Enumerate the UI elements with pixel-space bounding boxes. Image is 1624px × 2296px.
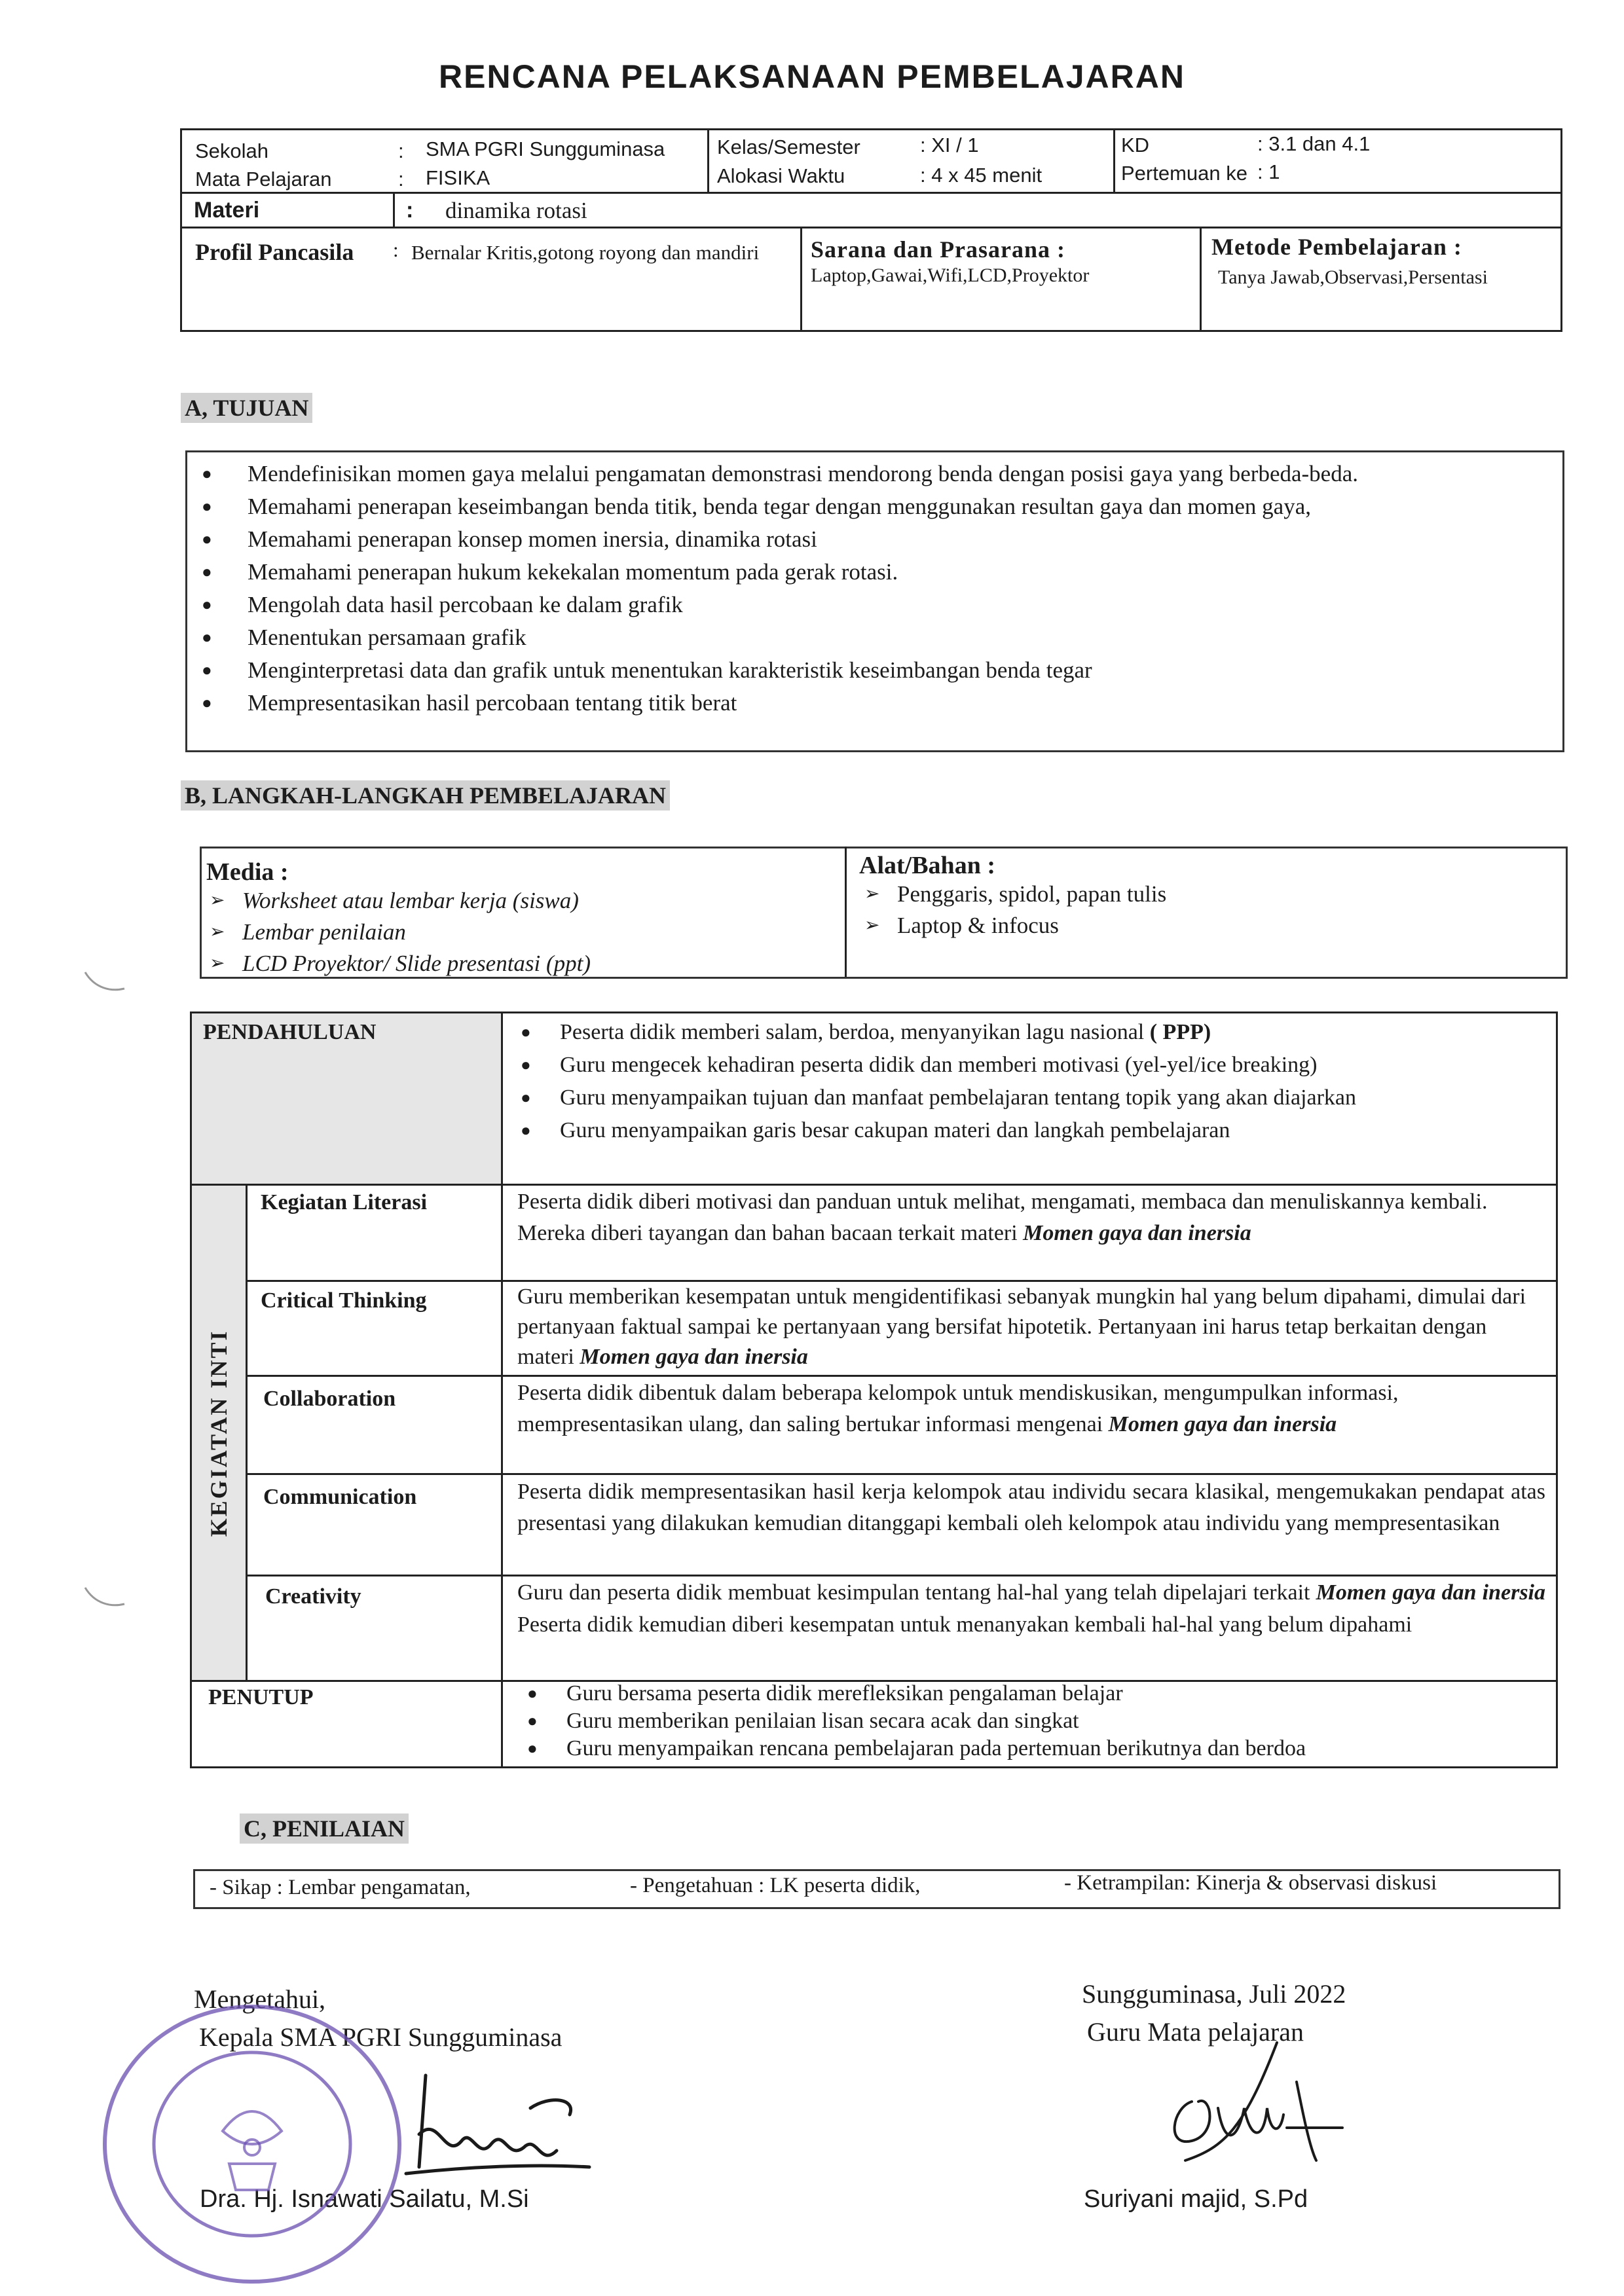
collab-label: Collaboration [263, 1387, 396, 1411]
table-divider [501, 1011, 503, 1766]
metode-value: Tanya Jawab,Observasi,Persentasi [1218, 266, 1488, 288]
list-item: ● Mempresentasikan hasil percobaan tentang titik berat [187, 687, 1549, 720]
tujuan-box [185, 450, 1564, 752]
header-divider [1200, 227, 1202, 330]
alokasi-label: Alokasi Waktu [717, 164, 845, 187]
bullet-icon: ● [202, 628, 212, 647]
comm-label: Communication [263, 1485, 417, 1509]
kepala-title: Kepala SMA PGRI Sungguminasa [199, 2022, 563, 2052]
school-stamp-icon [98, 2000, 406, 2288]
teacher-signature-icon [1146, 2030, 1362, 2180]
header-box [180, 128, 1562, 332]
penilaian-sikap: - Sikap : Lembar pengamatan, [210, 1876, 471, 1899]
penilaian-pengetahuan: - Pengetahuan : LK peserta didik, [630, 1874, 921, 1897]
sarana-label: Sarana dan Prasarana : [811, 236, 1066, 263]
header-divider [180, 192, 1560, 194]
tujuan-heading: A, TUJUAN [181, 393, 312, 423]
list-item: ➢ Lembar penilaian [203, 917, 832, 948]
list-item: ● Memahami penerapan keseimbangan benda titik, benda tegar dengan menggunakan resultan gaya dan momen gaya, [187, 490, 1549, 523]
alat-label: Alat/Bahan : [859, 852, 995, 879]
comm-text: Peserta didik mempresentasikan hasil kerja kelompok atau individu secara klasikal, mengemukakan pendapat atas presentasi yang dilakukan kemudian ditanggapi kembali oleh kelompok atau individu yang mempresentasikan [517, 1480, 1545, 1535]
literasi-text: Peserta didik diberi motivasi dan panduan untuk melihat, mengamati, membaca dan menuliskannya kembali. Mereka diberi tayangan dan bahan bacaan terkait materi Momen gaya dan inersia [517, 1190, 1488, 1245]
header-divider [393, 192, 395, 228]
bullet-icon: ● [521, 1055, 531, 1074]
list-item: ● Menginterpretasi data dan grafik untuk menentukan karakteristik keseimbangan benda tegar [187, 654, 1549, 687]
penilaian-keterampilan: - Ketrampilan: Kinerja & observasi diskusi [1064, 1871, 1437, 1895]
penilaian-heading: C, PENILAIAN [240, 1813, 409, 1844]
pendahuluan-label: PENDAHULUAN [203, 1020, 377, 1044]
list-item: ➢ LCD Proyektor/ Slide presentasi (ppt) [203, 948, 832, 979]
critical-text: Guru memberikan kesempatan untuk mengidentifikasi sebanyak mungkin hal yang belum dipahami, dimulai dari pertanyaan faktual sampai ke pertanyaan yang bersifat hipotetik. Pertanyaan ini harus tetap berkaitan dengan materi Momen gaya dan inersia [517, 1285, 1526, 1369]
list-item: ● Guru menyampaikan rencana pembelajaran pada pertemuan berikutnya dan berdoa [507, 1735, 1549, 1762]
mapel-value: FISIKA [426, 166, 490, 189]
list-item: ● Guru bersama peserta didik merefleksikan pengalaman belajar [507, 1680, 1549, 1707]
creat-label: Creativity [265, 1584, 361, 1609]
pertemuan-value: : 1 [1257, 160, 1280, 183]
collab-text: Peserta didik dibentuk dalam beberapa kelompok untuk mendiskusikan, mengumpulkan informasi, mempresentasikan ulang, dan saling bertukar informasi mengenai Momen gaya dan inersia [517, 1381, 1399, 1436]
penutup-label: PENUTUP [208, 1685, 314, 1709]
header-divider [800, 227, 802, 330]
mapel-label: Mata Pelajaran [195, 168, 332, 191]
arrow-bullet-icon: ➢ [210, 890, 225, 911]
table-divider [246, 1375, 1556, 1377]
pendahuluan-list [507, 1016, 1549, 1147]
creat-text: Guru dan peserta didik membuat kesimpulan tentang hal-hal yang telah dipelajari terkait Momen gaya dan inersia Peserta didik kemudian diberi kesempatan untuk menanyakan kembali hal-hal yang belum dipahami [517, 1580, 1545, 1637]
alat-list [858, 879, 1513, 941]
sekolah-value: SMA PGRI Sungguminasa [426, 137, 665, 160]
bullet-icon: ● [202, 693, 212, 712]
bullet-icon: ● [521, 1023, 531, 1042]
bullet-icon: ● [202, 497, 212, 516]
kepala-name: Dra. Hj. Isnawati Sailatu, M.Si [200, 2185, 529, 2213]
profil-label: Profil Pancasila [195, 239, 354, 265]
bullet-icon: ● [527, 1711, 538, 1730]
colon: : [393, 238, 399, 261]
kelas-value: : XI / 1 [920, 134, 979, 156]
kd-label: KD [1121, 134, 1150, 156]
media-divider [845, 847, 847, 977]
bullet-icon: ● [527, 1739, 538, 1758]
alokasi-value: : 4 x 45 menit [920, 164, 1043, 187]
sarana-value: Laptop,Gawai,Wifi,LCD,Proyektor [811, 264, 1090, 286]
binder-hole-icon [82, 1584, 128, 1611]
bullet-icon: ● [527, 1684, 538, 1703]
arrow-bullet-icon: ➢ [864, 915, 880, 936]
metode-label: Metode Pembelajaran : [1211, 234, 1462, 260]
list-item: ● Mengolah data hasil percobaan ke dalam grafik [187, 589, 1549, 621]
document-title: RENCANA PELAKSANAAN PEMBELAJARAN [439, 58, 1185, 95]
header-divider [180, 227, 1560, 228]
colon: : [398, 139, 404, 162]
list-item: ➢ Worksheet atau lembar kerja (siswa) [203, 885, 832, 917]
header-divider [1113, 128, 1115, 194]
pertemuan-label: Pertemuan ke [1121, 162, 1247, 185]
mengetahui-text: Mengetahui, [194, 1984, 326, 2014]
list-item: ● Guru menyampaikan garis besar cakupan materi dan langkah pembelajaran [507, 1114, 1549, 1147]
guru-title: Guru Mata pelajaran [1087, 2017, 1304, 2047]
bullet-icon: ● [202, 661, 212, 680]
table-divider [246, 1184, 248, 1680]
kd-value: : 3.1 dan 4.1 [1257, 132, 1371, 155]
list-item: ● Guru mengecek kehadiran peserta didik dan memberi motivasi (yel-yel/ice breaking) [507, 1049, 1549, 1082]
list-item: ● Mendefinisikan momen gaya melalui pengamatan demonstrasi mendorong benda dengan posisi gaya yang berbeda-beda. [187, 458, 1524, 490]
bullet-icon: ● [521, 1121, 531, 1140]
media-list [203, 885, 832, 979]
table-divider [246, 1473, 1556, 1475]
list-item: ● Memahami penerapan konsep momen inersia, dinamika rotasi [187, 523, 1549, 556]
bullet-icon: ● [521, 1088, 531, 1107]
binder-hole-icon [82, 969, 128, 995]
list-item: ➢ Laptop & infocus [858, 910, 1513, 941]
principal-signature-icon [399, 2069, 596, 2187]
arrow-bullet-icon: ➢ [864, 884, 880, 904]
colon: : [398, 168, 404, 191]
list-item: ➢ Penggaris, spidol, papan tulis [858, 879, 1513, 910]
penutup-list [507, 1680, 1549, 1762]
list-item: ● Guru memberikan penilaian lisan secara acak dan singkat [507, 1707, 1549, 1735]
guru-name: Suriyani majid, S.Pd [1084, 2185, 1308, 2213]
bullet-icon: ● [202, 595, 212, 614]
media-label: Media : [206, 858, 289, 886]
colon: : [406, 198, 414, 223]
list-item: ● Guru menyampaikan tujuan dan manfaat pembelajaran tentang topik yang akan diajarkan [507, 1082, 1549, 1114]
list-item: ● Peserta didik memberi salam, berdoa, menyanyikan lagu nasional ( PPP) [507, 1016, 1549, 1049]
langkah-heading: B, LANGKAH-LANGKAH PEMBELAJARAN [181, 780, 670, 811]
inti-label: KEGIATAN INTI [206, 1329, 232, 1537]
bullet-icon: ● [202, 562, 212, 581]
place-date: Sungguminasa, Juli 2022 [1082, 1979, 1346, 2009]
list-item: ● Menentukan persamaan grafik [187, 621, 1549, 654]
kelas-label: Kelas/Semester [717, 136, 860, 158]
materi-label: Materi [194, 198, 260, 223]
tujuan-list [187, 458, 1549, 720]
table-divider [190, 1184, 1556, 1186]
bullet-icon: ● [202, 464, 212, 483]
arrow-bullet-icon: ➢ [210, 953, 225, 974]
sekolah-label: Sekolah [195, 139, 269, 162]
header-divider [707, 128, 709, 194]
bullet-icon: ● [202, 530, 212, 549]
critical-label: Critical Thinking [261, 1288, 427, 1313]
list-item: ● Memahami penerapan hukum kekekalan momentum pada gerak rotasi. [187, 556, 1549, 589]
literasi-label: Kegiatan Literasi [261, 1190, 428, 1214]
profil-value: Bernalar Kritis,gotong royong dan mandiri [411, 241, 760, 264]
materi-value: dinamika rotasi [445, 198, 587, 223]
arrow-bullet-icon: ➢ [210, 922, 225, 942]
